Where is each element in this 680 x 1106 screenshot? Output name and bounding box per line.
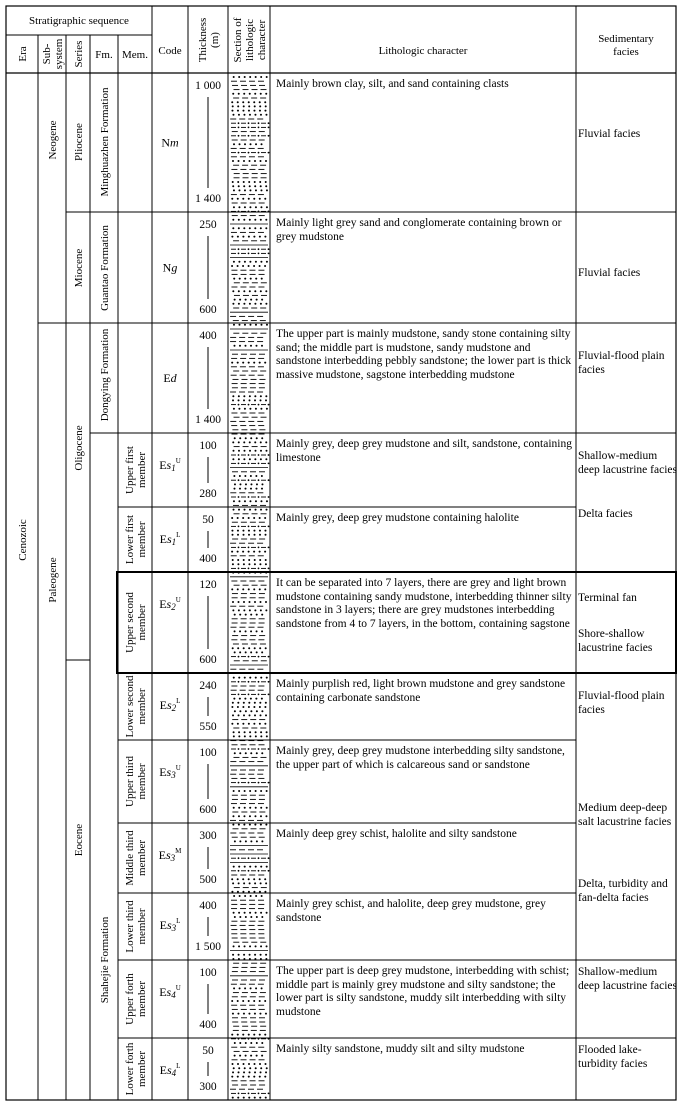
header-mem: Mem. <box>122 49 148 61</box>
header-lithologic: Lithologic character <box>378 45 468 57</box>
sedimentary-facies-label: Terminal fan <box>578 592 637 604</box>
sedimentary-facies-label: Shallow-medium deep lacustrine facies <box>578 450 677 476</box>
thickness-top: 50 <box>202 514 214 526</box>
formation-minghuazhen <box>99 87 111 197</box>
sedimentary-facies-label: Delta facies <box>578 508 633 520</box>
svg-text:Miocene: Miocene <box>73 248 85 288</box>
svg-text:member: member <box>136 980 148 1018</box>
unit-code: Ng <box>162 260 178 275</box>
lithologic-description: Mainly grey, deep grey mudstone and silt, sandstone, containing limestone <box>276 438 572 464</box>
thickness-top: 300 <box>199 830 217 842</box>
svg-text:Thickness: Thickness <box>197 17 209 63</box>
thickness-top: 240 <box>199 680 217 692</box>
thickness-top: 50 <box>202 1045 214 1057</box>
svg-text:Upper third: Upper third <box>124 755 136 808</box>
header-sedimentary-facies: facies <box>613 46 639 58</box>
lithologic-description: Mainly silty sandstone, muddy silt and silty mudstone <box>276 1043 525 1055</box>
lithologic-description: Mainly light grey sand and conglomerate containing brown or grey mudstone <box>276 217 562 243</box>
sedimentary-facies-label: Fluvial-flood plain facies <box>578 350 665 376</box>
subsystem-paleogene <box>47 557 59 602</box>
thickness-bottom: 600 <box>199 654 217 666</box>
unit-code: Ed <box>163 371 177 385</box>
thickness-bottom: 600 <box>199 804 217 816</box>
svg-text:Upper forth: Upper forth <box>124 973 136 1025</box>
sedimentary-facies-label: Fluvial facies <box>578 267 641 279</box>
thickness-top: 1 000 <box>195 80 221 92</box>
svg-text:Upper second: Upper second <box>124 592 136 653</box>
sedimentary-facies-label: Fluvial-flood plain facies <box>578 690 665 716</box>
unit-code: $Es1^L$ <box>159 531 181 547</box>
svg-text:Series: Series <box>73 40 85 68</box>
svg-text:member: member <box>136 763 148 800</box>
svg-text:Cenozoic: Cenozoic <box>17 519 29 561</box>
svg-text:Lower first: Lower first <box>124 514 136 565</box>
lithologic-section-pattern <box>230 76 269 1099</box>
thickness-bottom: 1 400 <box>195 193 221 205</box>
svg-text:member: member <box>136 1050 148 1088</box>
svg-text:Lower forth: Lower forth <box>124 1042 136 1096</box>
member-label <box>124 515 148 564</box>
svg-text:character: character <box>256 19 268 61</box>
unit-code: $Es3^L$ <box>159 917 181 933</box>
thickness-bottom: 400 <box>199 1019 217 1031</box>
member-label <box>124 755 148 807</box>
thickness-top: 120 <box>199 579 217 591</box>
thickness-top: 400 <box>199 900 217 912</box>
svg-text:Upper first: Upper first <box>124 446 136 494</box>
svg-text:(m): (m) <box>209 32 221 48</box>
svg-text:Paleogene: Paleogene <box>47 557 59 603</box>
thickness-top: 100 <box>199 967 217 979</box>
member-label <box>124 675 148 738</box>
member-label <box>124 592 148 653</box>
member-label <box>124 1042 148 1095</box>
svg-text:Section of: Section of <box>232 17 244 63</box>
svg-text:lithologic: lithologic <box>244 18 256 62</box>
unit-code: $Es2^U$ <box>159 596 181 612</box>
sedimentary-facies-label: Medium deep-deep salt lacustrine facies <box>578 802 672 828</box>
header-code: Code <box>158 45 182 57</box>
member-label <box>124 830 148 886</box>
thickness-bottom: 550 <box>199 721 217 733</box>
unit-code: Nm <box>161 135 179 150</box>
lithologic-description: Mainly purplish red, light brown mudstone and grey sandstone containing carbonate sandstone <box>276 678 566 704</box>
thickness-bottom: 600 <box>199 304 217 316</box>
lithologic-description: The upper part is deep grey mudstone, interbedding with schist; middle part is mainly grey mudstone and silty sandstone; the lower part is silty sandstone, muddy silt interbedding with silty mudstone <box>276 965 570 1018</box>
svg-text:Eocene: Eocene <box>73 823 85 857</box>
svg-text:member: member <box>136 451 148 489</box>
lithologic-description: Mainly deep grey schist, halolite and silty sandstone <box>276 828 517 840</box>
thickness-top: 100 <box>199 747 217 759</box>
svg-text:system: system <box>53 38 65 70</box>
thickness-bottom: 500 <box>199 874 217 886</box>
series-eocene <box>73 824 85 856</box>
member-label <box>124 446 148 494</box>
member-label <box>124 973 148 1025</box>
formation-guantao <box>99 225 111 311</box>
lithologic-description: Mainly grey schist, and halolite, deep grey mudstone, grey sandstone <box>276 898 546 924</box>
svg-text:Lower second: Lower second <box>124 675 136 738</box>
svg-text:member: member <box>136 839 148 877</box>
svg-text:member: member <box>136 908 148 945</box>
thickness-bottom: 1 400 <box>195 414 221 426</box>
subsystem-neogene <box>47 120 59 159</box>
unit-code: $Es2^L$ <box>159 697 181 713</box>
unit-code: $Es4^U$ <box>159 984 181 1000</box>
thickness-top: 400 <box>199 330 217 342</box>
lithologic-description: Mainly grey, deep grey mudstone interbedding silty sandstone, the upper part of which is calcareous sand or sandstone <box>276 745 565 771</box>
svg-text:Oligocene: Oligocene <box>73 425 85 471</box>
lithologic-description: Mainly brown clay, silt, and sand containing clasts <box>276 78 509 90</box>
series-oligocene <box>73 425 85 470</box>
header-era <box>17 46 29 61</box>
series-miocene <box>73 249 85 288</box>
thickness-bottom: 400 <box>199 553 217 565</box>
unit-code: $Es3^U$ <box>159 764 181 780</box>
svg-text:member: member <box>136 521 148 558</box>
svg-text:Era: Era <box>17 46 29 62</box>
sedimentary-facies-label: Fluvial facies <box>578 128 641 140</box>
header-stratigraphic-sequence: Stratigraphic sequence <box>29 15 129 27</box>
lithologic-description: It can be separated into 7 layers, there are grey and light brown mudstone containing sandy mudstone, interbedding thinner silty sandstone in 3 layers; there are grey mudstones interbedding sandstone from 4 to 7 layers, in the bottom, containing sagstone <box>276 577 572 630</box>
svg-text:member: member <box>136 688 148 725</box>
svg-text:member: member <box>136 604 148 641</box>
unit-code: $Es4^L$ <box>159 1062 181 1078</box>
lithologic-description: The upper part is mainly mudstone, sandy stone containing silty sand; the middle part is mudstone, sandy mudstone and sandstone interbedding pebbly sandstone; the lower part is thick massive mudstone, sagstone interbedding mudstone <box>276 328 572 381</box>
era-cenozoic <box>17 519 29 561</box>
sedimentary-facies-label: Flooded lake-turbidity facies <box>578 1044 648 1070</box>
header-subsystem <box>41 38 65 69</box>
svg-text:Lower third: Lower third <box>124 900 136 953</box>
thickness-bottom: 1 500 <box>195 941 221 953</box>
sedimentary-facies-label: Delta, turbidity and fan-delta facies <box>578 878 668 904</box>
sedimentary-facies-label: Shore-shallow lacustrine facies <box>578 628 653 654</box>
svg-text:Neogene: Neogene <box>47 120 59 160</box>
member-label <box>124 900 148 953</box>
svg-text:Dongying Formation: Dongying Formation <box>99 328 111 422</box>
header-series <box>73 41 85 68</box>
formation-dongying <box>99 328 111 421</box>
thickness-top: 250 <box>199 219 217 231</box>
header-fm: Fm. <box>95 49 113 61</box>
sedimentary-facies-label: Shallow-medium deep lacustrine facies <box>578 966 677 992</box>
thickness-bottom: 300 <box>199 1081 217 1093</box>
unit-code: $Es1^U$ <box>159 457 181 473</box>
formation-shahejie <box>99 916 111 1003</box>
header-thickness <box>197 18 221 63</box>
svg-text:Middle third: Middle third <box>124 830 136 886</box>
svg-text:Sub-: Sub- <box>41 43 53 65</box>
series-pliocene <box>73 123 85 161</box>
thickness-top: 100 <box>199 440 217 452</box>
lithologic-description: Mainly grey, deep grey mudstone containing halolite <box>276 512 519 524</box>
header-sedimentary-facies: Sedimentary <box>598 33 654 45</box>
svg-text:Pliocene: Pliocene <box>73 123 85 161</box>
svg-text:Shahejie Formation: Shahejie Formation <box>99 916 111 1004</box>
thickness-bottom: 280 <box>199 488 217 500</box>
svg-text:Guantao Formation: Guantao Formation <box>99 225 111 311</box>
header-section <box>232 17 268 62</box>
svg-text:Minghuazhen Formation: Minghuazhen Formation <box>99 87 111 197</box>
unit-code: $Es3^M$ <box>158 847 182 863</box>
